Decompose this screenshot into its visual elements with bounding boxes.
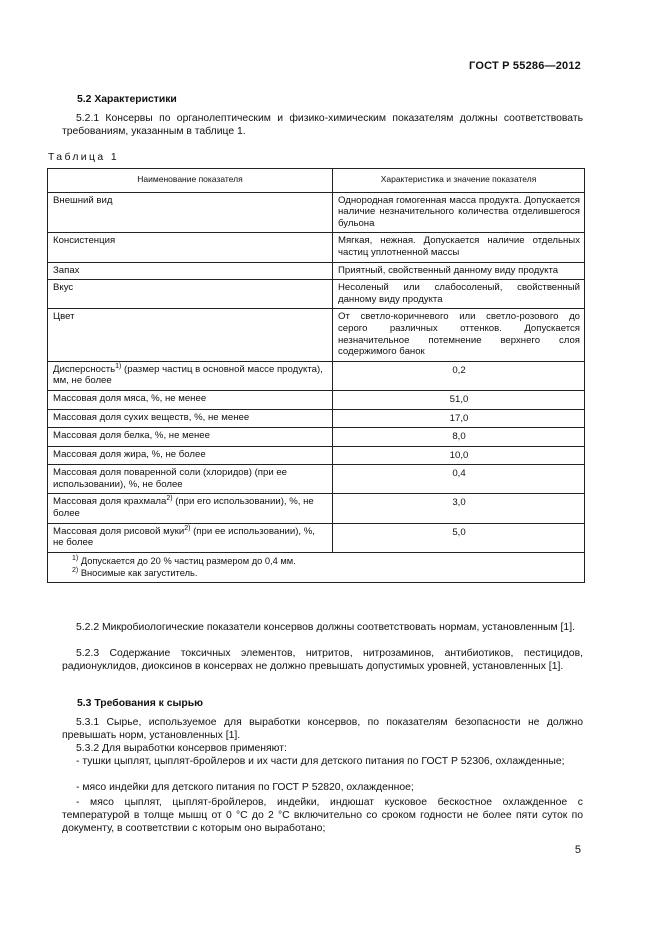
row-value: 0,2 bbox=[333, 361, 585, 390]
row-value: 3,0 bbox=[333, 494, 585, 523]
footnote-ref: 2) bbox=[166, 495, 173, 503]
row-value: 17,0 bbox=[333, 409, 585, 428]
row-value: 0,4 bbox=[333, 465, 585, 494]
table-row bbox=[48, 233, 585, 262]
list-item: - мясо индейки для детского питания по ГОСТ Р 52820, охлажденное; bbox=[76, 782, 414, 793]
footnote-ref: 1) bbox=[115, 362, 122, 370]
row-name: Массовая доля сухих веществ, %, не менее bbox=[48, 409, 333, 428]
row-name: Массовая доля поваренной соли (хлоридов) (при ее использовании), %, не более bbox=[48, 465, 333, 494]
paragraph-5-3-2: 5.3.2 Для выработки консервов применяют: bbox=[76, 743, 287, 754]
table-row bbox=[48, 446, 585, 465]
row-name: Дисперсность$^{1)}$ (размер частиц в основной массе продукта), мм, не более bbox=[48, 361, 333, 390]
table-caption: Таблица 1 bbox=[48, 152, 120, 163]
row-value: Мягкая, нежная. Допускается наличие отдельных частиц уплотненной массы bbox=[333, 233, 585, 262]
table-notes bbox=[48, 552, 585, 582]
characteristics-table bbox=[47, 168, 585, 583]
table-row bbox=[48, 192, 585, 233]
row-value: Несоленый или слабосоленый, свойственный данному виду продукта bbox=[333, 280, 585, 309]
row-name: Массовая доля крахмала$^{2)}$ (при его использовании), %, не более bbox=[48, 494, 333, 523]
row-value: Однородная гомогенная масса продукта. Допускается наличие незначительного количества отделившегося бульона bbox=[333, 192, 585, 233]
row-name: Массовая доля белка, %, не менее bbox=[48, 428, 333, 447]
table-note: $^{1)}$ Допускается до 20 % частиц размером до 0,4 мм. bbox=[72, 554, 296, 566]
row-name: Массовая доля мяса, %, не менее bbox=[48, 390, 333, 409]
row-name: Консистенция bbox=[48, 233, 333, 262]
footnote-ref: 2) bbox=[184, 524, 191, 532]
standard-header: ГОСТ Р 55286—2012 bbox=[469, 60, 581, 72]
paragraph-5-2-1: 5.2.1 Консервы по органолептическим и физико-химическим показателям должны соответствовать требованиям, указанным в таблице 1. bbox=[62, 113, 583, 137]
column-header-value: Характеристика и значение показателя bbox=[333, 169, 585, 193]
row-value: От светло-коричневого или светло-розового до серого различных оттенков. Допускается незначительное потемнение верхнего слоя содержимого банок bbox=[333, 309, 585, 361]
page-number: 5 bbox=[574, 844, 581, 856]
row-value: 8,0 bbox=[333, 428, 585, 447]
table-row bbox=[48, 361, 585, 390]
table-header-row bbox=[48, 169, 585, 193]
table-row bbox=[48, 262, 585, 280]
section-title-5-2: 5.2 Характеристики bbox=[77, 94, 177, 105]
paragraph-5-2-2: 5.2.2 Микробиологические показатели консервов должны соответствовать нормам, установленным [1]. bbox=[76, 622, 575, 633]
table-row bbox=[48, 465, 585, 494]
row-name: Внешний вид bbox=[48, 192, 333, 233]
section-title-5-3: 5.3 Требования к сырью bbox=[77, 698, 204, 709]
table-note: $^{2)}$ Вносимые как загуститель. bbox=[72, 566, 198, 578]
table-row bbox=[48, 390, 585, 409]
table-row bbox=[48, 409, 585, 428]
row-value: Приятный, свойственный данному виду продукта bbox=[333, 262, 585, 280]
row-name: Вкус bbox=[48, 280, 333, 309]
row-value: 5,0 bbox=[333, 523, 585, 552]
paragraph-5-2-3: 5.2.3 Содержание токсичных элементов, нитритов, нитрозаминов, антибиотиков, пестицидов, радионуклидов, диоксинов в консервах не должно превышать допустимых уровней, установленных [1]. bbox=[62, 648, 583, 672]
row-name: Массовая доля жира, %, не более bbox=[48, 446, 333, 465]
list-item: - мясо цыплят, цыплят-бройлеров, индейки, индюшат кусковое бескостное охлажденное с температурой в толще мышц от 0 °С до 2 °С включительно со сроком годности не более пяти суток по документу, в соответствии с которым оно выработано; bbox=[62, 797, 583, 834]
paragraph-5-3-1: 5.3.1 Сырье, используемое для выработки консервов, по показателям безопасности не должно превышать норм, установленных [1]. bbox=[62, 717, 583, 741]
row-name: Запах bbox=[48, 262, 333, 280]
list-item: - тушки цыплят, цыплят-бройлеров и их части для детского питания по ГОСТ Р 52306, охлажденные; bbox=[76, 756, 565, 767]
table-notes-row bbox=[48, 552, 585, 582]
row-value: 51,0 bbox=[333, 390, 585, 409]
table-row bbox=[48, 428, 585, 447]
row-name: Массовая доля рисовой муки$^{2)}$ (при ее использовании), %, не более bbox=[48, 523, 333, 552]
table-row bbox=[48, 309, 585, 361]
row-value: 10,0 bbox=[333, 446, 585, 465]
row-name: Цвет bbox=[48, 309, 333, 361]
table-row bbox=[48, 280, 585, 309]
table-row bbox=[48, 523, 585, 552]
table-row bbox=[48, 494, 585, 523]
column-header-name: Наименование показателя bbox=[48, 169, 333, 193]
